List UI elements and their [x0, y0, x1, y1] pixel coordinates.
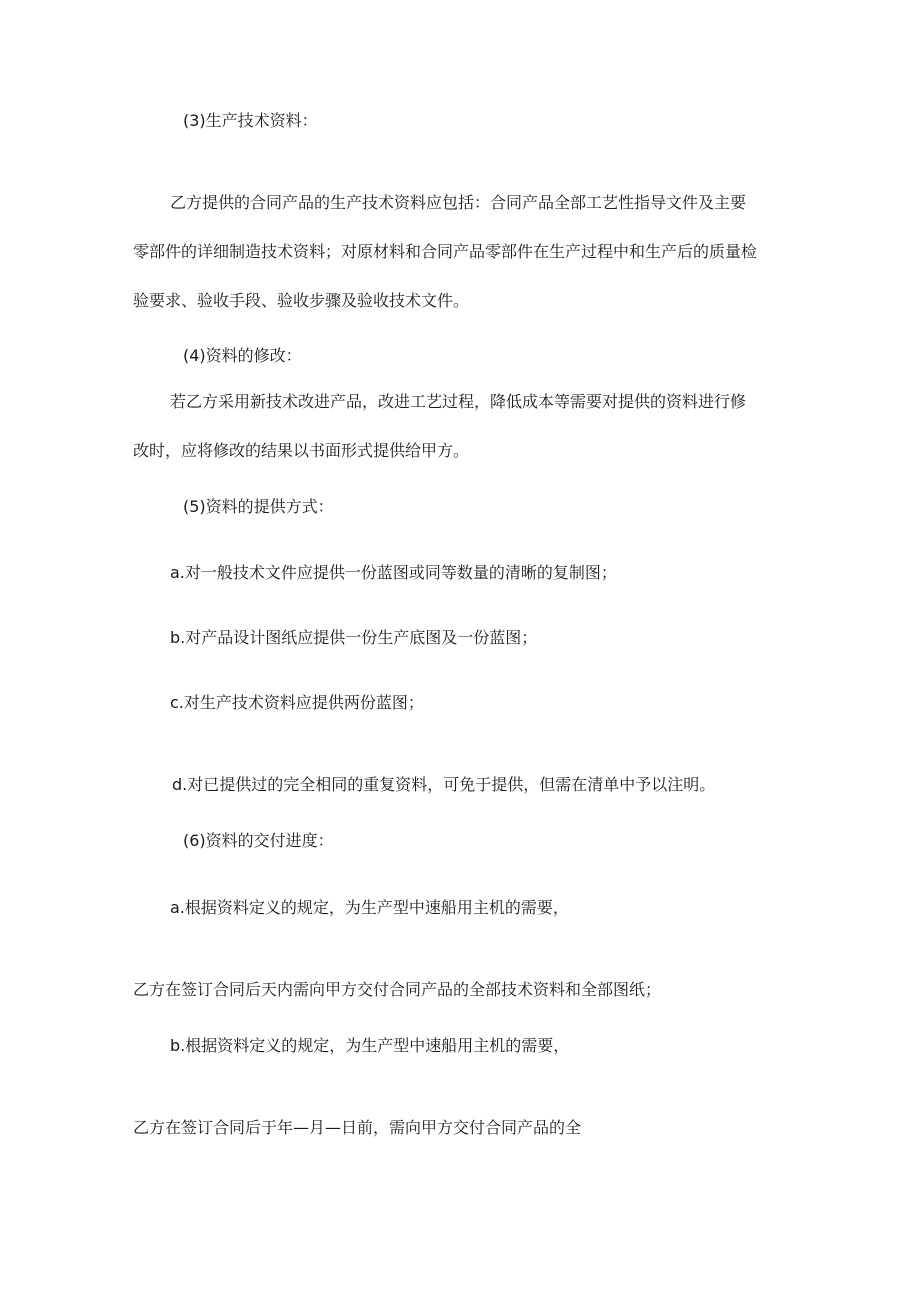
paragraph-line: 乙方在签订合同后天内需向甲方交付合同产品的全部技术资料和全部图纸； [133, 980, 662, 999]
list-item-b: b.对产品设计图纸应提供一份生产底图及一份蓝图； [170, 628, 538, 647]
section-heading-3: (3)生产技术资料： [183, 111, 318, 130]
paragraph-line: 若乙方采用新技术改进产品，改进工艺过程，降低成本等需要对提供的资料进行修 [170, 392, 747, 411]
paragraph-line: 乙方提供的合同产品的生产技术资料应包括：合同产品全部工艺性指导文件及主要 [170, 193, 747, 212]
section-heading-4: (4)资料的修改： [183, 346, 302, 365]
paragraph-line: 验要求、验收手段、验收步骤及验收技术文件。 [133, 291, 470, 310]
list-item-a: a.对一般技术文件应提供一份蓝图或同等数量的清晰的复制图； [170, 563, 617, 582]
list-item-c: c.对生产技术资料应提供两份蓝图； [170, 693, 424, 712]
list-item-d: d.对已提供过的完全相同的重复资料，可免于提供，但需在清单中予以注明。 [172, 775, 716, 794]
section-heading-5: (5)资料的提供方式： [183, 497, 334, 516]
list-item-b: b.根据资料定义的规定，为生产型中速船用主机的需要， [170, 1036, 570, 1055]
paragraph-line: 零部件的详细制造技术资料；对原材料和合同产品零部件在生产过程中和生产后的质量检 [133, 242, 758, 261]
paragraph-line: 乙方在签订合同后于年—月—日前，需向甲方交付合同产品的全 [133, 1118, 582, 1137]
paragraph-line: 改时，应将修改的结果以书面形式提供给甲方。 [133, 441, 470, 460]
list-item-a: a.根据资料定义的规定，为生产型中速船用主机的需要， [170, 898, 569, 917]
section-heading-6: (6)资料的交付进度： [183, 831, 334, 850]
